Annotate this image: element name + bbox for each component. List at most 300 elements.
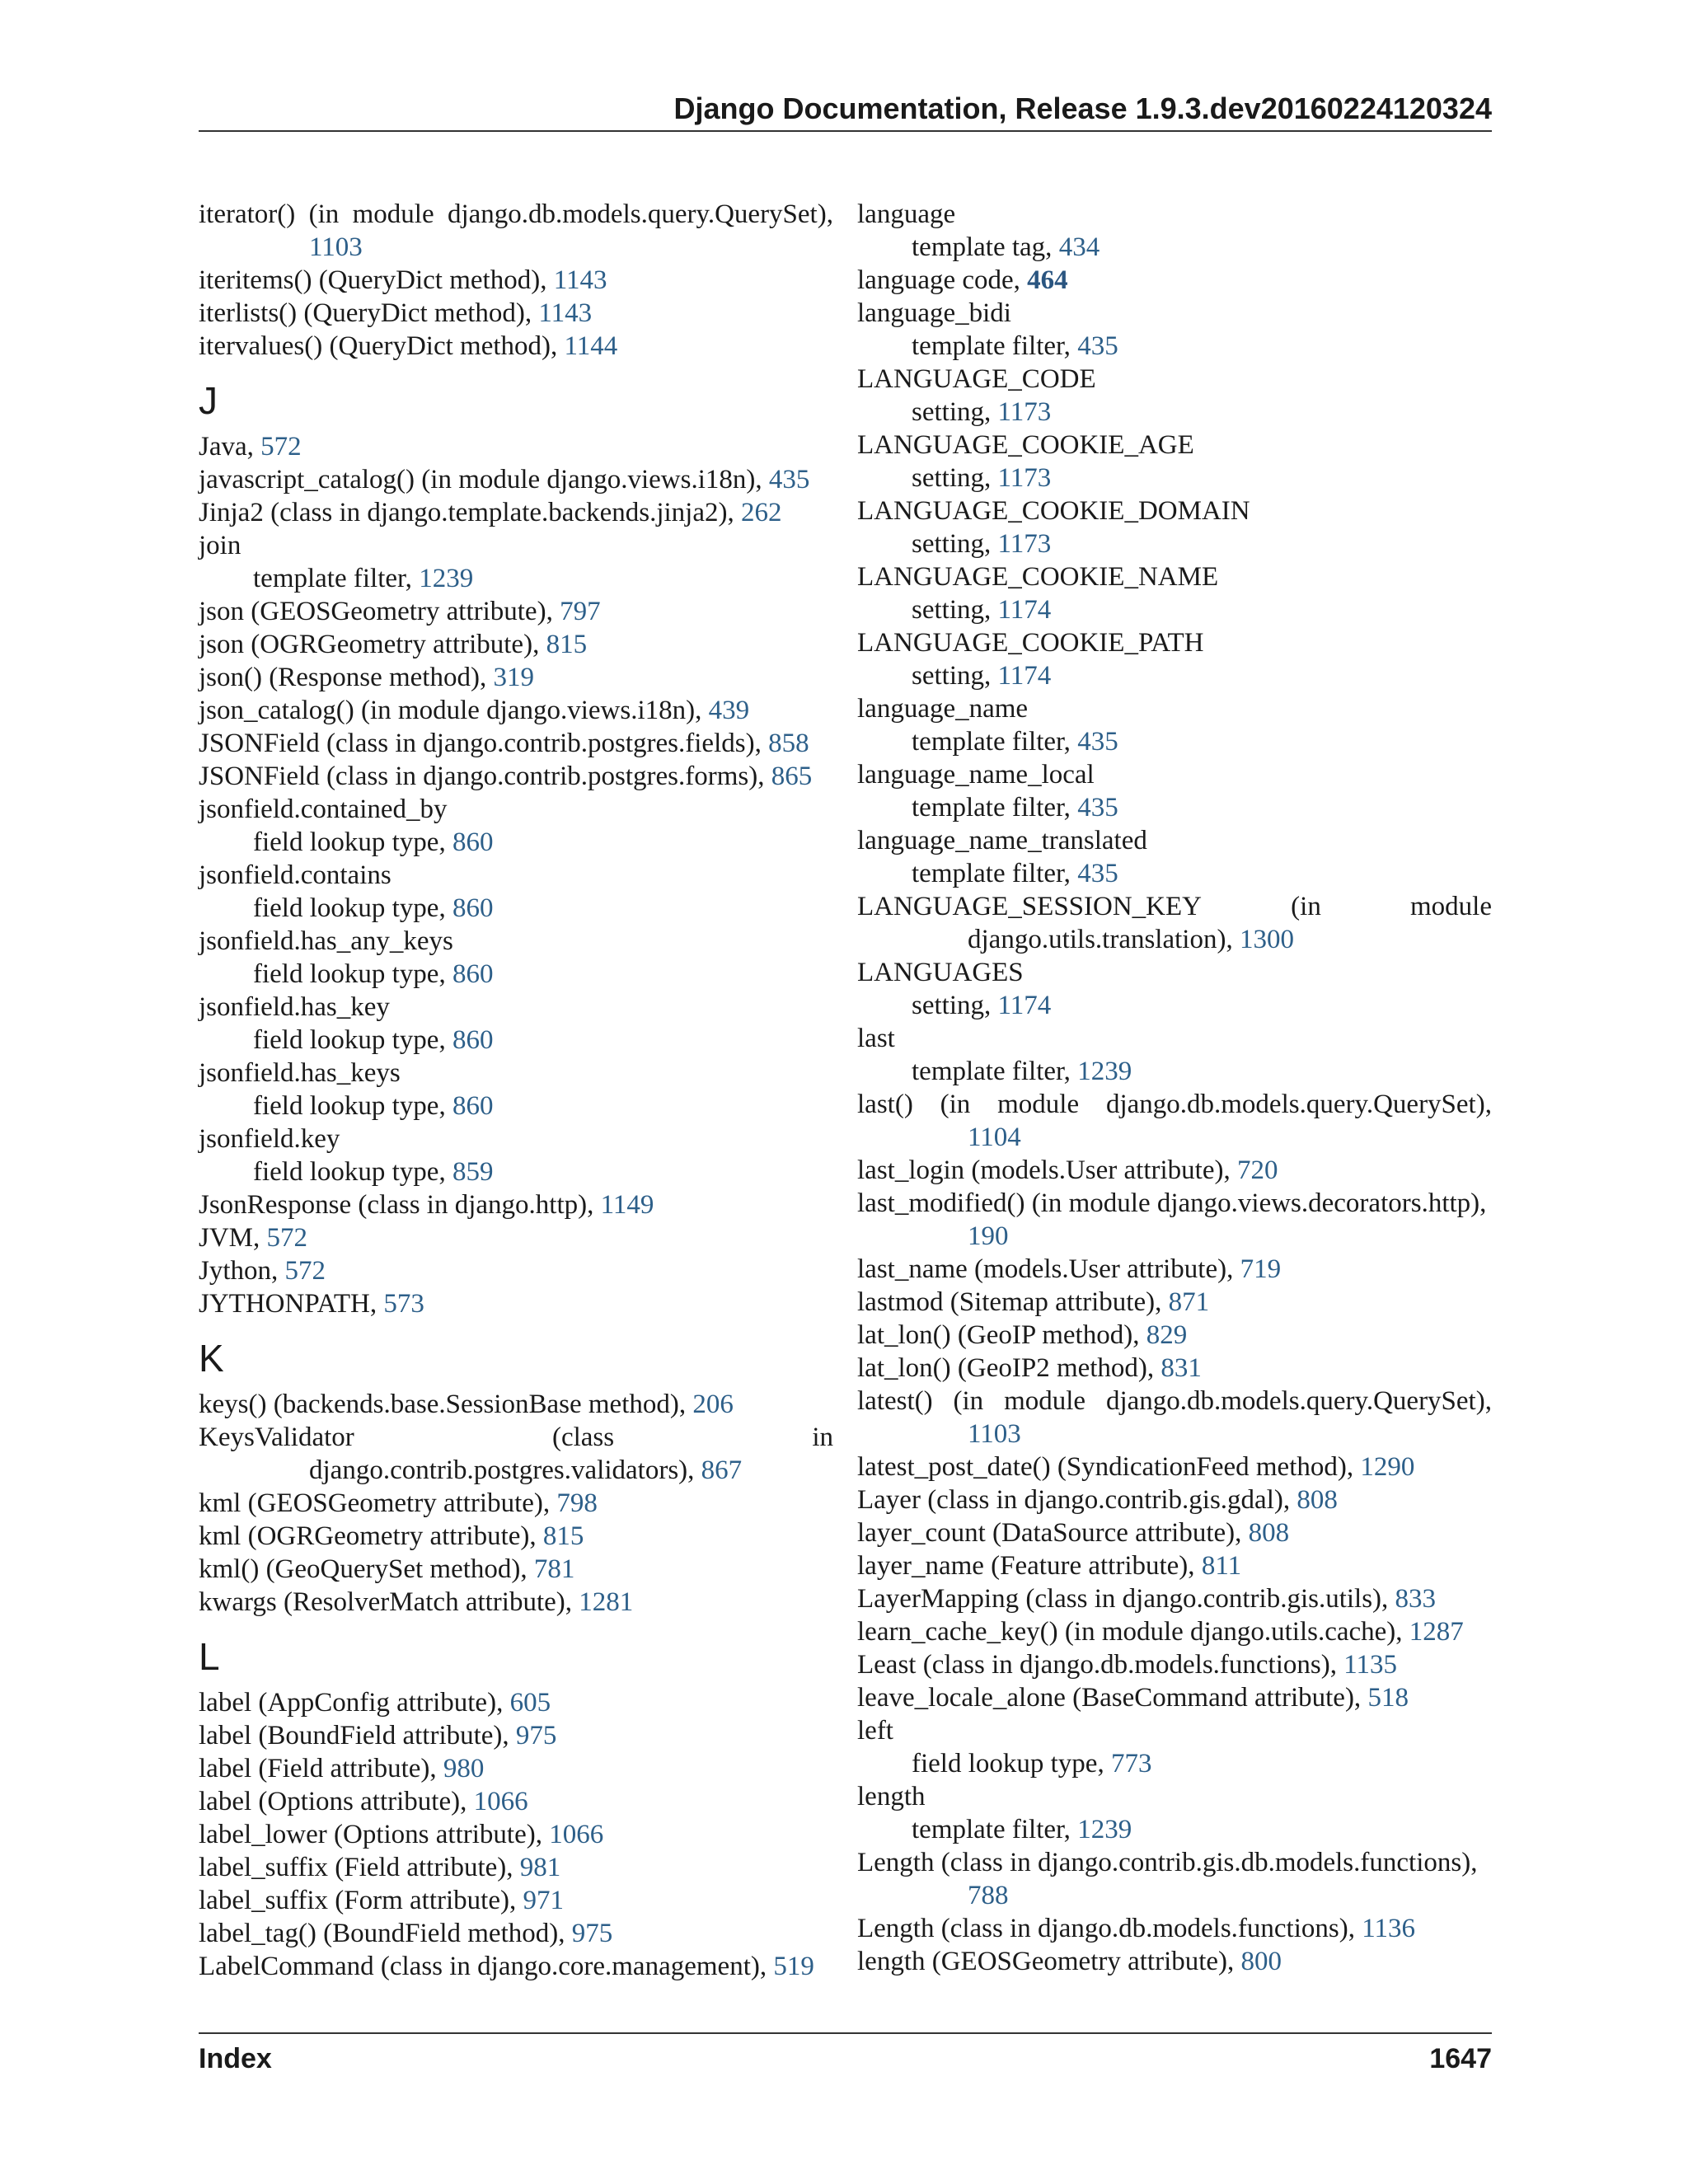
index-entry <box>857 1846 1492 1879</box>
index-entry-text: template filter, <box>912 793 1078 823</box>
index-entry-text: setting, <box>912 529 998 559</box>
page-number-link[interactable]: 1144 <box>564 331 618 361</box>
index-subentry <box>857 527 1492 560</box>
index-column-left <box>199 198 833 1983</box>
index-entry <box>199 1917 833 1950</box>
index-entry-text: Length (class in django.contrib.gis.db.models.functions), <box>857 1848 1478 1877</box>
index-entry-word: django.db.models.query.QuerySet), <box>1105 1090 1492 1119</box>
page-number-link[interactable]: 1239 <box>1077 1057 1132 1086</box>
page-number-link[interactable]: 831 <box>1160 1353 1202 1383</box>
index-group-i <box>199 198 833 363</box>
page-number-link[interactable]: 1104 <box>968 1122 1021 1152</box>
index-entry <box>857 1187 1492 1220</box>
index-subentry <box>199 1024 833 1057</box>
index-entry-text: setting, <box>912 595 998 625</box>
index-entry-continuation <box>199 231 833 264</box>
index-entry-text: layer_name (Feature attribute), <box>857 1551 1202 1581</box>
index-entry <box>857 956 1492 989</box>
page-number-link[interactable]: 262 <box>741 498 782 527</box>
running-header: Django Documentation, Release 1.9.3.dev20160224120324 <box>673 91 1492 125</box>
index-entry-continuation <box>199 1454 833 1487</box>
index-subentry <box>857 857 1492 890</box>
index-entry-continuation <box>857 1121 1492 1154</box>
index-group-l-continued <box>857 198 1492 1978</box>
index-entry <box>857 1714 1492 1747</box>
page-number-link[interactable]: 1239 <box>1077 1815 1132 1844</box>
index-entry-word: module <box>352 199 434 229</box>
index-entry-text: Jinja2 (class in django.template.backends.jinja2), <box>199 498 741 527</box>
index-subentry <box>199 1155 833 1188</box>
index-entry-text: iterlists() (QueryDict method), <box>199 298 539 328</box>
page-number-link[interactable]: 860 <box>452 1091 494 1121</box>
index-entry-text: template filter, <box>912 331 1078 361</box>
index-entry-text: jsonfield.contained_by <box>199 794 448 824</box>
index-entry <box>199 198 833 231</box>
index-entry-text: learn_cache_key() (in module django.utils.cache), <box>857 1617 1409 1647</box>
index-subentry <box>857 593 1492 626</box>
page-number-link[interactable]: 1290 <box>1360 1452 1415 1482</box>
index-group-k <box>199 1388 833 1619</box>
index-entry <box>857 1451 1492 1483</box>
index-entry <box>857 1945 1492 1978</box>
index-entry-text: label (Options attribute), <box>199 1787 474 1816</box>
page-number-link[interactable]: 1173 <box>997 397 1052 427</box>
index-entry-text: jsonfield.key <box>199 1124 340 1154</box>
index-entry-text: Jython, <box>199 1256 285 1286</box>
index-entry-text: leave_locale_alone (BaseCommand attribute), <box>857 1683 1368 1713</box>
index-entry <box>857 1253 1492 1286</box>
page-number-link[interactable]: 975 <box>515 1721 557 1750</box>
page-number-link[interactable]: 815 <box>546 630 588 659</box>
page-number-link[interactable]: 871 <box>1168 1287 1210 1317</box>
index-entry <box>857 1549 1492 1582</box>
index-subentry <box>857 1813 1492 1846</box>
index-entry <box>857 264 1492 297</box>
index-entry-word: (in <box>953 1386 984 1416</box>
page-number-link[interactable]: 981 <box>519 1853 561 1882</box>
index-entry <box>857 824 1492 857</box>
index-entry <box>199 1752 833 1785</box>
index-entry-text: label_tag() (BoundField method), <box>199 1919 572 1948</box>
index-entry <box>199 859 833 892</box>
index-entry <box>199 1057 833 1090</box>
page-number-link[interactable]: 518 <box>1367 1683 1409 1713</box>
index-subentry <box>857 462 1492 494</box>
index-entry <box>199 1851 833 1884</box>
index-entry-text: field lookup type, <box>253 1091 452 1121</box>
page-number-link[interactable]: 319 <box>493 663 534 692</box>
index-entry-word: (in <box>308 199 340 229</box>
index-entry <box>857 1319 1492 1352</box>
index-entry-continuation <box>857 1220 1492 1253</box>
index-entry <box>199 1686 833 1719</box>
index-subentry <box>199 958 833 991</box>
index-entry-text: field lookup type, <box>253 893 452 923</box>
index-entry-text: jsonfield.has_key <box>199 992 390 1022</box>
page-number-link[interactable]: 800 <box>1240 1947 1282 1976</box>
index-entry <box>857 1681 1492 1714</box>
page-number-link[interactable]: 1174 <box>997 661 1052 691</box>
page-number-link[interactable]: 190 <box>968 1221 1009 1251</box>
page-number-link[interactable]: 797 <box>560 597 601 626</box>
index-subentry <box>857 231 1492 264</box>
index-entry <box>199 1188 833 1221</box>
page-number-link[interactable]: 435 <box>768 465 810 494</box>
index-entry-text: field lookup type, <box>253 827 452 857</box>
index-entry <box>199 1950 833 1983</box>
index-entry-text: setting, <box>912 463 998 493</box>
index-subentry <box>199 826 833 859</box>
page-number-link[interactable]: 1281 <box>579 1587 634 1617</box>
index-subentry <box>857 659 1492 692</box>
page-number-link[interactable]: 867 <box>701 1455 743 1485</box>
index-entry-text: json (GEOSGeometry attribute), <box>199 597 560 626</box>
index-entry <box>199 430 833 463</box>
index-entry-text: language_name_local <box>857 760 1095 790</box>
index-entry <box>857 1385 1492 1418</box>
footer-page-number: 1647 <box>1429 2043 1492 2074</box>
page-number-link[interactable]: 719 <box>1240 1254 1282 1284</box>
page-number-link[interactable]: 605 <box>509 1688 551 1718</box>
index-entry <box>199 694 833 727</box>
index-entry-text: json() (Response method), <box>199 663 494 692</box>
index-entry-text: JSONField (class in django.contrib.postgres.fields), <box>199 729 769 758</box>
index-letter-j: J <box>199 379 218 422</box>
index-entry-text: length <box>857 1782 926 1811</box>
index-entry <box>857 1780 1492 1813</box>
index-entry <box>199 1421 833 1454</box>
index-entry-text: JsonResponse (class in django.http), <box>199 1190 601 1220</box>
page-number-link[interactable]: 860 <box>452 959 494 989</box>
page-number-link[interactable]: 720 <box>1237 1155 1278 1185</box>
page-number-link[interactable]: 971 <box>523 1886 564 1915</box>
index-entry-text: Least (class in django.db.models.functions), <box>857 1650 1344 1680</box>
index-entry <box>199 1254 833 1287</box>
page-number-link[interactable]: 1174 <box>997 991 1052 1020</box>
page-number-link[interactable]: 859 <box>452 1157 494 1187</box>
index-entry-text: LANGUAGE_COOKIE_PATH <box>857 628 1204 658</box>
index-entry-text: LayerMapping (class in django.contrib.gis.utils), <box>857 1584 1395 1614</box>
index-entry-text: language <box>857 199 956 229</box>
index-entry <box>199 463 833 496</box>
index-entry-text: field lookup type, <box>253 959 452 989</box>
index-letter-l: L <box>199 1635 220 1678</box>
index-entry <box>857 1088 1492 1121</box>
page-number-link[interactable]: 860 <box>452 893 494 923</box>
index-entry-text: field lookup type, <box>253 1157 452 1187</box>
index-entry <box>199 1785 833 1818</box>
index-entry-text: LANGUAGE_CODE <box>857 364 1096 394</box>
index-entry <box>199 1487 833 1520</box>
index-entry <box>199 793 833 826</box>
index-entry-text: language code, <box>857 265 1028 295</box>
index-entry-text: jsonfield.has_any_keys <box>199 926 453 956</box>
footer-section-label: Index <box>199 2043 272 2074</box>
index-subentry <box>199 892 833 925</box>
index-entry-text: JVM, <box>199 1223 267 1253</box>
index-entry-word: KeysValidator <box>199 1422 354 1452</box>
index-entry-text: kwargs (ResolverMatch attribute), <box>199 1587 579 1617</box>
index-entry <box>199 595 833 628</box>
page-number-link[interactable]: 435 <box>1077 793 1118 823</box>
index-entry <box>857 626 1492 659</box>
page-number-link[interactable]: 808 <box>1248 1518 1290 1548</box>
index-entry <box>199 496 833 529</box>
page-number-link[interactable]: 572 <box>260 432 302 462</box>
index-entry-continuation <box>857 1418 1492 1451</box>
index-entry-continuation <box>857 923 1492 956</box>
page-number-link[interactable]: 435 <box>1077 727 1118 757</box>
index-entry-text: last_login (models.User attribute), <box>857 1155 1237 1185</box>
index-entry-text: label (AppConfig attribute), <box>199 1688 510 1718</box>
index-entry-text: length (GEOSGeometry attribute), <box>857 1947 1241 1976</box>
page-number-link[interactable]: 781 <box>533 1554 575 1584</box>
index-entry-word: last() <box>857 1090 913 1119</box>
index-entry-text: language_name <box>857 694 1029 724</box>
index-entry <box>199 760 833 793</box>
index-entry-text: last_modified() (in module django.views.decorators.http), <box>857 1188 1487 1218</box>
index-entry <box>857 429 1492 462</box>
page-number-link[interactable]: 1103 <box>309 232 363 262</box>
index-entry-text: language_bidi <box>857 298 1011 328</box>
index-letter-k: K <box>199 1337 224 1380</box>
page-number-link[interactable]: 788 <box>968 1881 1009 1910</box>
page-number-link[interactable]: 1174 <box>997 595 1052 625</box>
page-number-link[interactable]: 1066 <box>473 1787 528 1816</box>
page-number-link[interactable]: 815 <box>542 1521 584 1551</box>
index-entry-text: kml (OGRGeometry attribute), <box>199 1521 543 1551</box>
index-entry-text: kml (GEOSGeometry attribute), <box>199 1488 557 1518</box>
index-entry <box>857 1516 1492 1549</box>
index-entry-text: label_suffix (Field attribute), <box>199 1853 520 1882</box>
index-entry-word: LANGUAGE_SESSION_KEY <box>857 892 1202 921</box>
index-entry-text: template filter, <box>912 1815 1078 1844</box>
index-entry-word: (in <box>1291 892 1321 921</box>
page-number-link[interactable]: 1135 <box>1343 1650 1397 1680</box>
index-entry <box>857 1582 1492 1615</box>
index-entry-text: json_catalog() (in module django.views.i18n), <box>199 696 709 725</box>
index-entry <box>199 1287 833 1320</box>
index-entry-text: django.utils.translation), <box>968 925 1240 954</box>
index-entry-text: last_name (models.User attribute), <box>857 1254 1240 1284</box>
index-entry <box>199 297 833 330</box>
index-group-l <box>199 1686 833 1983</box>
index-group-j <box>199 430 833 1320</box>
index-entry-text: template filter, <box>912 727 1078 757</box>
index-entry-text: template filter, <box>912 1057 1078 1086</box>
index-entry-text: label_lower (Options attribute), <box>199 1820 550 1849</box>
page-number-link[interactable]: 439 <box>708 696 750 725</box>
page-number-link[interactable]: 573 <box>383 1289 424 1319</box>
page-number-link[interactable]: 1103 <box>968 1419 1021 1449</box>
index-column-right <box>857 198 1492 1978</box>
index-entry <box>857 1286 1492 1319</box>
index-entry-word: module <box>1410 892 1492 921</box>
page-number-link[interactable]: 1173 <box>997 463 1052 493</box>
footer-rule <box>199 2032 1492 2034</box>
index-entry-text: LANGUAGE_COOKIE_AGE <box>857 430 1194 460</box>
page-number-link[interactable]: 860 <box>452 827 494 857</box>
index-entry-text: layer_count (DataSource attribute), <box>857 1518 1249 1548</box>
page-number-link[interactable]: 206 <box>692 1390 734 1419</box>
index-entry <box>199 1388 833 1421</box>
index-entry <box>199 1122 833 1155</box>
index-entry <box>857 890 1492 923</box>
index-entry-text: LabelCommand (class in django.core.management), <box>199 1952 774 1981</box>
index-subentry <box>199 562 833 595</box>
index-entry <box>199 661 833 694</box>
index-subentry <box>857 1747 1492 1780</box>
index-entry <box>199 1553 833 1586</box>
index-subentry <box>199 1090 833 1122</box>
index-subentry <box>857 1055 1492 1088</box>
index-entry-word: (in <box>940 1090 971 1119</box>
index-entry-text: JYTHONPATH, <box>199 1289 384 1319</box>
index-entry-text: lastmod (Sitemap attribute), <box>857 1287 1169 1317</box>
page-number-link[interactable]: 1143 <box>553 265 607 295</box>
index-entry <box>857 1154 1492 1187</box>
index-entry-text: latest_post_date() (SyndicationFeed method), <box>857 1452 1361 1482</box>
page-number-link[interactable]: 1300 <box>1239 925 1294 954</box>
page-number-link[interactable]: 435 <box>1077 859 1118 888</box>
index-entry-text: lat_lon() (GeoIP method), <box>857 1320 1146 1350</box>
index-entry-text: LANGUAGE_COOKIE_DOMAIN <box>857 496 1250 526</box>
index-entry-word: latest() <box>857 1386 933 1416</box>
index-entry <box>857 198 1492 231</box>
page-number-link[interactable]: 435 <box>1077 331 1118 361</box>
index-entry-text: javascript_catalog() (in module django.views.i18n), <box>199 465 769 494</box>
index-entry-text: template filter, <box>253 564 420 593</box>
page-number-link[interactable]: 865 <box>771 762 813 791</box>
page-number-link[interactable]: 833 <box>1395 1584 1437 1614</box>
page-number-link[interactable]: 860 <box>452 1025 494 1055</box>
page-number-link[interactable]: 980 <box>443 1754 485 1783</box>
index-entry-text: lat_lon() (GeoIP2 method), <box>857 1353 1161 1383</box>
index-entry <box>199 1719 833 1752</box>
index-subentry <box>857 725 1492 758</box>
page-number-link[interactable]: 773 <box>1110 1749 1152 1779</box>
index-entry <box>199 727 833 760</box>
index-entry <box>199 1586 833 1619</box>
index-entry-text: django.contrib.postgres.validators), <box>309 1455 701 1485</box>
page-number-link[interactable]: 572 <box>284 1256 326 1286</box>
index-entry-text: label (BoundField attribute), <box>199 1721 516 1750</box>
index-entry <box>199 628 833 661</box>
index-entry-word: module <box>1004 1386 1086 1416</box>
index-subentry <box>857 330 1492 363</box>
page-number-link[interactable]: 434 <box>1058 232 1100 262</box>
index-entry-text: field lookup type, <box>253 1025 452 1055</box>
index-entry-text: jsonfield.contains <box>199 860 392 890</box>
index-entry-word: module <box>997 1090 1080 1119</box>
page-number-link[interactable]: 829 <box>1146 1320 1188 1350</box>
index-entry <box>857 560 1492 593</box>
index-entry <box>199 1221 833 1254</box>
index-entry-text: iteritems() (QueryDict method), <box>199 265 554 295</box>
page-number-link[interactable]: 811 <box>1201 1551 1242 1581</box>
index-entry <box>857 758 1492 791</box>
page-number-link[interactable]: 1136 <box>1362 1914 1416 1943</box>
index-entry <box>857 1648 1492 1681</box>
page-number-link[interactable]: 1143 <box>538 298 593 328</box>
page-number-link[interactable]: 1149 <box>600 1190 654 1220</box>
page-number-link[interactable]: 808 <box>1296 1485 1338 1515</box>
index-entry <box>857 1615 1492 1648</box>
index-entry-text: field lookup type, <box>912 1749 1111 1779</box>
page-number-link[interactable]: 1173 <box>997 529 1052 559</box>
index-subentry <box>857 791 1492 824</box>
index-entry <box>857 363 1492 396</box>
index-entry-word: django.db.models.query.QuerySet), <box>1105 1386 1492 1416</box>
index-entry-text: Java, <box>199 432 261 462</box>
header-rule <box>199 130 1492 132</box>
index-entry-word: django.db.models.query.QuerySet), <box>447 199 833 229</box>
index-subentry <box>857 396 1492 429</box>
index-entry <box>857 692 1492 725</box>
index-entry-continuation <box>857 1879 1492 1912</box>
index-entry-text: itervalues() (QueryDict method), <box>199 331 565 361</box>
index-entry-text: kml() (GeoQuerySet method), <box>199 1554 534 1584</box>
index-entry-word: in <box>812 1422 833 1452</box>
index-entry-text: jsonfield.has_keys <box>199 1058 401 1088</box>
index-entry-text: left <box>857 1716 893 1746</box>
index-entry-text: label_suffix (Form attribute), <box>199 1886 523 1915</box>
page-number-link[interactable]: 858 <box>768 729 809 758</box>
index-entry-text: template tag, <box>912 232 1059 262</box>
page-number-link[interactable]: 1287 <box>1409 1617 1464 1647</box>
index-entry <box>199 264 833 297</box>
page-number-link[interactable]: 1239 <box>419 564 474 593</box>
index-entry <box>857 1912 1492 1945</box>
index-entry-text: keys() (backends.base.SessionBase method), <box>199 1390 693 1419</box>
index-entry-text: label (Field attribute), <box>199 1754 443 1783</box>
page-number-link[interactable]: 798 <box>556 1488 598 1518</box>
index-entry <box>199 925 833 958</box>
index-entry-text: Layer (class in django.contrib.gis.gdal), <box>857 1485 1297 1515</box>
index-entry <box>199 1818 833 1851</box>
page-number-link[interactable]: 572 <box>266 1223 308 1253</box>
page-number-link[interactable]: 464 <box>1027 265 1068 295</box>
index-entry <box>199 1520 833 1553</box>
page-number-link[interactable]: 519 <box>773 1952 814 1981</box>
index-entry <box>199 529 833 562</box>
index-entry <box>199 1884 833 1917</box>
page-number-link[interactable]: 1066 <box>549 1820 604 1849</box>
index-subentry <box>857 989 1492 1022</box>
index-entry-word: iterator() <box>199 199 296 229</box>
index-entry-text: json (OGRGeometry attribute), <box>199 630 546 659</box>
index-entry-text: Length (class in django.db.models.functions), <box>857 1914 1362 1943</box>
index-entry <box>857 297 1492 330</box>
index-entry-text: template filter, <box>912 859 1078 888</box>
index-entry <box>857 1352 1492 1385</box>
index-entry <box>857 494 1492 527</box>
page-number-link[interactable]: 975 <box>571 1919 613 1948</box>
index-entry-text: JSONField (class in django.contrib.postgres.forms), <box>199 762 771 791</box>
index-entry-text: last <box>857 1024 895 1053</box>
index-entry-text: setting, <box>912 661 998 691</box>
index-entry-word: (class <box>551 1422 615 1452</box>
index-entry-text: LANGUAGE_COOKIE_NAME <box>857 562 1219 592</box>
index-entry <box>857 1483 1492 1516</box>
index-entry-text: setting, <box>912 397 998 427</box>
index-entry-text: setting, <box>912 991 998 1020</box>
index-entry-text: join <box>199 531 241 560</box>
index-entry <box>199 991 833 1024</box>
index-entry-text: language_name_translated <box>857 826 1147 855</box>
index-entry <box>857 1022 1492 1055</box>
index-entry <box>199 330 833 363</box>
